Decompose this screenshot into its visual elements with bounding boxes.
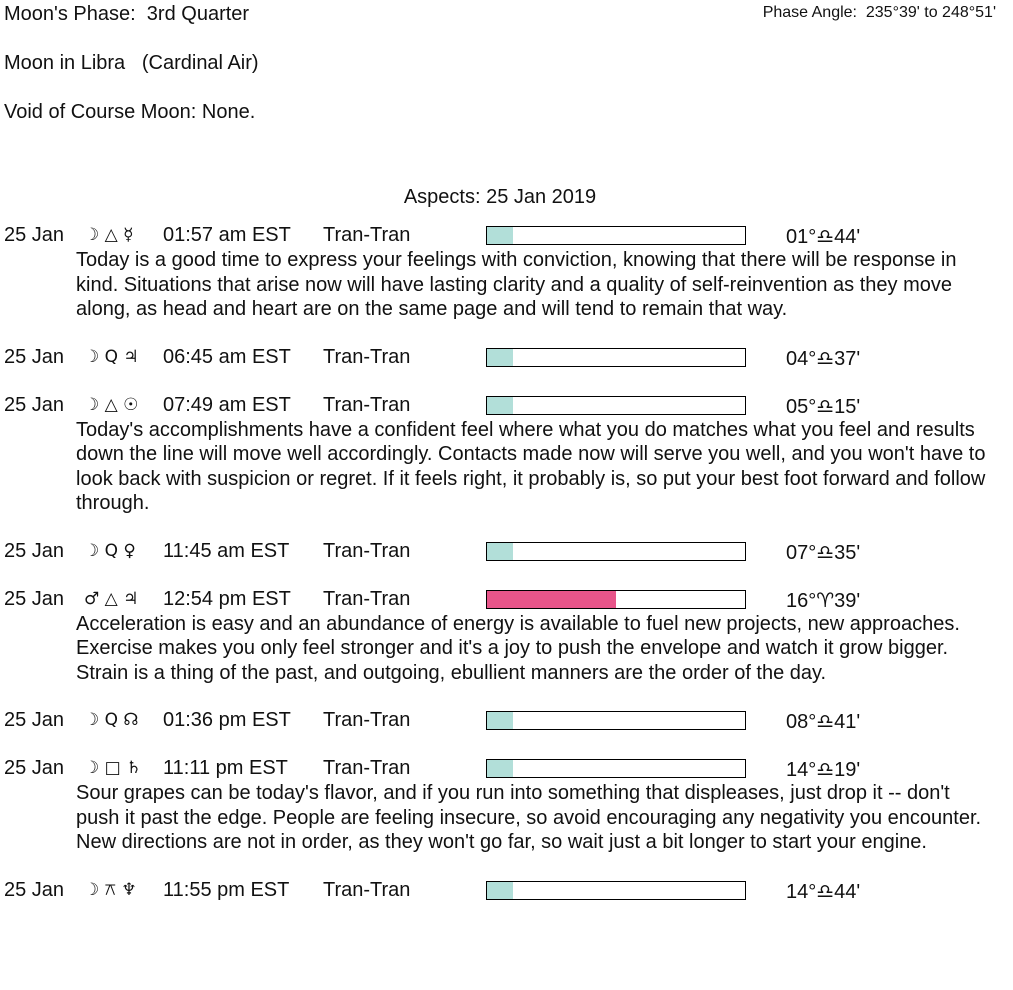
aspect-entry [4,588,1009,686]
aspect-date: 25 Jan [4,709,65,731]
aspect-time: 11:11 pm EST [163,757,288,779]
aspect-symbols: ☽ △ ☉ [84,394,139,415]
aspect-time: 11:45 am EST [163,539,290,562]
aspect-degree: 05°♎15' [786,395,861,418]
aspect-time: 12:54 pm EST [163,587,291,610]
strength-bar-fill [487,349,513,366]
aspect-type: Tran-Tran [323,878,411,901]
aspect-entry [4,757,1009,855]
aspect-symbols: ☽ ⚻ ♆ [84,879,137,900]
phase-angle [763,4,996,22]
aspect-date: 25 Jan [4,393,65,416]
phase-angle-value: 235°39' to 248°51' [865,4,996,21]
strength-bar-fill [487,882,513,899]
aspect-symbols: ☽ Q ♀ [84,540,136,561]
aspect-row [4,588,1009,612]
aspects-title: Aspects: 25 Jan 2019 [403,186,597,208]
aspect-degree: 07°♎35' [786,541,861,564]
aspect-entry [4,224,1009,322]
aspect-time: 07:49 am EST [163,393,291,416]
strength-bar [486,759,746,778]
aspect-time: 11:55 pm EST [163,878,290,901]
aspect-symbols: ☽ Q ☊ [84,710,139,730]
aspect-degree: 16°♈39' [786,589,861,612]
aspect-symbols: ♂ △ ♃ [84,588,139,609]
aspect-symbols: ☽ △ ☿ [84,225,134,245]
aspect-symbols: ☽ □ ♄ [84,758,142,778]
aspect-description: Acceleration is easy and an abundance of energy is available to fuel new projects, new approaches. Exercise makes you only feel stronger and it's a joy to push the envelope and watch it grow bigger. Strain is a thing of the past, and outgoing, ebullient manners are the order of the day. [76,612,960,684]
aspect-row [4,224,1009,248]
aspect-degree: 01°♎44' [786,226,861,248]
aspect-entry [4,346,1009,370]
strength-bar-fill [487,397,513,414]
moon-element: (Cardinal Air) [141,52,259,74]
aspect-list [4,224,1009,927]
aspect-degree: 14°♎19' [786,759,861,781]
aspect-entry [4,540,1009,564]
void-of-course: Void of Course Moon: None. [4,101,256,123]
strength-bar-fill [487,591,616,608]
aspect-description: Sour grapes can be today's flavor, and if you run into something that displeases, just drop it -- don't push it past the edge. People are feeling insecure, so avoid encouraging any negativity you encounter. New directions are not in order, as they won't go far, so wait just a bit longer to start your engine. [76,782,982,853]
strength-bar [486,881,746,900]
strength-bar [486,711,746,730]
aspect-date: 25 Jan [4,587,65,610]
aspect-row [4,540,1009,564]
strength-bar [486,348,746,367]
aspect-degree: 14°♎44' [786,880,861,903]
aspect-time: 06:45 am EST [163,345,291,368]
strength-bar [486,542,746,561]
aspect-type: Tran-Tran [323,224,411,246]
strength-bar-fill [487,543,513,560]
moon-phase-label: Moon's Phase: [4,3,136,25]
aspect-description: Today is a good time to express your feelings with conviction, knowing that there will be response in kind. Situations that arise now will have lasting clarity and a quality of self-reinvention as they move along, as head and heart are on the same page and will tend to remain that way. [76,249,957,320]
strength-bar-fill [487,712,513,729]
aspect-row [4,879,1009,903]
aspect-type: Tran-Tran [323,345,411,368]
aspect-type: Tran-Tran [323,539,411,562]
strength-bar [486,396,746,415]
aspect-date: 25 Jan [4,878,65,901]
aspect-date: 25 Jan [4,345,65,368]
aspect-row [4,757,1009,781]
aspect-row [4,394,1009,418]
aspect-row [4,346,1009,370]
aspect-time: 01:36 pm EST [163,709,291,731]
aspect-entry [4,709,1009,733]
aspect-date: 25 Jan [4,224,65,246]
strength-bar-fill [487,227,513,244]
aspect-type: Tran-Tran [323,757,411,779]
aspect-date: 25 Jan [4,757,65,779]
moon-sign-value: Moon in Libra [4,52,126,74]
aspect-date: 25 Jan [4,539,65,562]
aspect-entry [4,879,1009,903]
aspect-type: Tran-Tran [323,393,411,416]
phase-angle-label: Phase Angle: [762,4,857,21]
aspect-type: Tran-Tran [323,709,411,731]
moon-phase-value: 3rd Quarter [146,3,250,25]
aspect-entry [4,394,1009,516]
aspect-time: 01:57 am EST [163,224,291,246]
strength-bar [486,590,746,609]
moon-phase [4,3,249,26]
aspect-description: Today's accomplishments have a confident feel where what you do matches what you feel and results down the line will move well accordingly. Contacts made now will serve you well, and you won't have to look back with suspicion or regret. If it feels right, it probably is, so put your best foot forward and follow through. [76,418,986,514]
aspect-row [4,709,1009,733]
aspect-degree: 04°♎37' [786,347,861,370]
strength-bar-fill [487,760,513,777]
aspect-symbols: ☽ Q ♃ [84,346,139,367]
moon-sign [4,52,259,75]
aspect-type: Tran-Tran [323,587,411,610]
strength-bar [486,226,746,245]
aspect-degree: 08°♎41' [786,711,861,733]
